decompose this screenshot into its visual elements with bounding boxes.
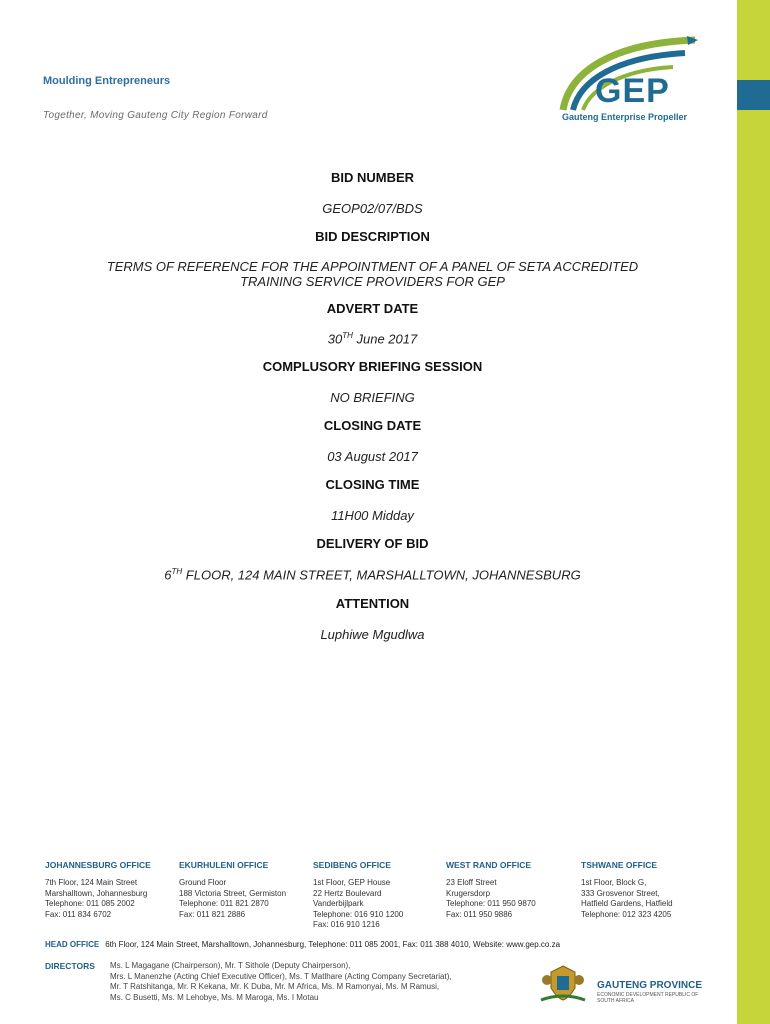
briefing-value: NO BRIEFING	[330, 390, 415, 406]
office-title: TSHWANE OFFICE	[581, 860, 658, 870]
province-name: GAUTENG PROVINCE	[597, 980, 703, 991]
office-line: Telephone: 011 085 2002	[45, 899, 135, 908]
office-line: Telephone: 011 950 9870	[446, 899, 536, 908]
head-office	[45, 940, 665, 949]
bid-description-line1: TERMS OF REFERENCE FOR THE APPOINTMENT OF A PANEL OF SETA ACCREDITED	[106, 259, 639, 274]
advert-date: 30TH June 2017	[327, 331, 418, 347]
bid-number: GEOP02/07/BDS	[322, 201, 423, 216]
delivery-label: DELIVERY OF BID	[316, 536, 429, 552]
office-line: 1st Floor, GEP House	[313, 878, 391, 887]
directors-line: Mrs. L Manenzhe (Acting Chief Executive Officer), Ms. T Matlhare (Acting Company Secretariat),	[110, 971, 452, 981]
province-subtitle: ECONOMIC DEVELOPMENT REPUBLIC OF SOUTH AFRICA	[597, 992, 699, 1004]
directors-line: Ms. L Magagane (Chairperson), Mr. T Sithole (Deputy Chairperson),	[110, 961, 351, 970]
office-line: Telephone: 016 910 1200	[313, 909, 404, 919]
office-line: Ground Floor	[179, 878, 227, 887]
head-office-label: HEAD OFFICE	[45, 940, 100, 949]
office-line: Fax: 016 910 1216	[313, 920, 380, 929]
directors-label: DIRECTORS	[45, 961, 95, 971]
closing-date-label: CLOSING DATE	[323, 418, 422, 434]
briefing-label: COMPLUSORY BRIEFING SESSION	[262, 359, 483, 375]
office-tshwane	[581, 860, 711, 920]
office-line: Telephone: 012 323 4205	[581, 909, 672, 919]
office-title: WEST RAND OFFICE	[446, 860, 531, 870]
office-line: 188 Victoria Street, Germiston	[179, 888, 287, 898]
office-line: 22 Hertz Boulevard	[313, 888, 382, 898]
office-title: SEDIBENG OFFICE	[313, 860, 391, 870]
side-accent-tab	[737, 80, 770, 110]
office-line: 1st Floor, Block G,	[581, 878, 647, 887]
office-title: JOHANNESBURG OFFICE	[45, 860, 151, 870]
bid-number-label: BID NUMBER	[330, 170, 415, 185]
office-johannesburg	[45, 860, 175, 920]
head-office-text: 6th Floor, 124 Main Street, Marshalltown, Johannesburg, Telephone: 011 085 2001, Fax: 011 388 4010, Website: www.gep.co.za	[105, 940, 561, 949]
office-line: Vanderbijlpark	[313, 899, 364, 908]
office-line: Telephone: 011 821 2870	[179, 899, 269, 908]
office-west-rand	[446, 860, 576, 920]
office-line: 333 Grosvenor Street,	[581, 888, 660, 898]
office-line: Fax: 011 834 6702	[45, 909, 112, 919]
attention-name: Luphiwe Mgudlwa	[320, 626, 425, 642]
office-line: 7th Floor, 124 Main Street	[45, 878, 138, 887]
logo-text: GEP	[595, 72, 670, 110]
directors-line: Ms. C Busetti, Ms. M Lehobye, Ms. M Maroga, Ms. I Motau	[110, 992, 319, 1002]
closing-date: 03 August 2017	[327, 449, 418, 465]
tagline-main: Moulding Entrepreneurs	[43, 75, 171, 87]
office-line: 23 Eloff Street	[446, 878, 497, 887]
tagline-sub: Together, Moving Gauteng City Region Forward	[43, 110, 268, 121]
advert-date-label: ADVERT DATE	[326, 301, 419, 316]
office-line: Fax: 011 821 2886	[179, 909, 246, 919]
bid-description-label: BID DESCRIPTION	[315, 229, 430, 244]
delivery-address: 6TH FLOOR, 124 MAIN STREET, MARSHALLTOWN, JOHANNESBURG	[164, 567, 581, 583]
directors-list	[110, 961, 540, 1003]
office-line: Hatfield Gardens, Hatfield	[581, 899, 673, 908]
bid-details	[40, 170, 705, 642]
office-line: Fax: 011 950 9886	[446, 909, 513, 919]
closing-time: 11H00 Midday	[331, 508, 414, 524]
office-ekurhuleni	[179, 860, 309, 920]
logo-subtitle: Gauteng Enterprise Propeller	[562, 112, 688, 122]
office-line: Marshalltown, Johannesburg	[45, 888, 148, 898]
bid-description-line2: TRAINING SERVICE PROVIDERS FOR GEP	[240, 274, 505, 289]
office-title: EKURHULENI OFFICE	[179, 860, 269, 870]
attention-label: ATTENTION	[335, 595, 410, 611]
side-accent-bar	[737, 0, 770, 1024]
office-line: Krugersdorp	[446, 888, 491, 898]
directors-line: Mr. T Ratshitanga, Mr. R Kekana, Mr. K Duba, Mr. M Africa, Ms. M Ramonyai, Ms. M Ramusi,	[110, 982, 440, 991]
office-sedibeng	[313, 860, 443, 931]
closing-time-label: CLOSING TIME	[325, 477, 420, 493]
